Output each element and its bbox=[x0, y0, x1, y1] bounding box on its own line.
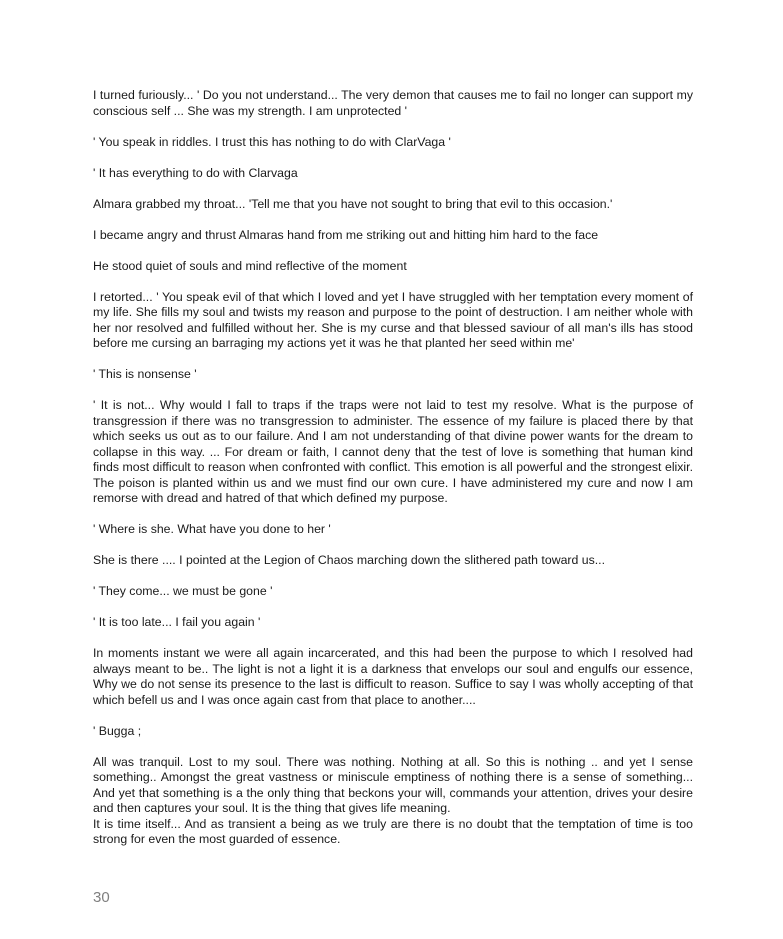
paragraph: He stood quiet of souls and mind reflective of the moment bbox=[93, 258, 407, 273]
paragraph: ' It is not... Why would I fall to traps if the traps were not laid to test my resolve. What is the purpose of transgression if there was no transgression to administer. The essence of my failure is placed there by that which seeks us out as to our failure. And I am not understanding of that divine power wants for the dream to collapse in this way. ... For dream or faith, I cannot deny that the test of love is something that human kind finds most difficult to reason when confronted with conflict. This emotion is all powerful and the strongest elixir. The poison is planted within us and we must find our own cure. I have administered my cure and now I am remorse with dread and hatred of that which defined my purpose. bbox=[93, 398, 693, 505]
paragraph: In moments instant we were all again incarcerated, and this had been the purpose to which I resolved had always meant to be.. The light is not a light it is a darkness that envelops our soul and engulfs our essence, Why we do not sense its presence to the last is difficult to reason. Suffice to say I was wholly accepting of that which befell us and I was once again cast from that place to another.... bbox=[93, 646, 693, 707]
paragraph: ' Bugga ; bbox=[93, 723, 142, 738]
paragraph: I retorted... ' You speak evil of that which I loved and yet I have struggled with her temptation every moment of my life. She fills my soul and twists my reason and purpose to the point of destruction. I am neither whole with her nor resolved and fulfilled without her. She is my curse and that blessed saviour of all man's ills has stood before me cursing an barraging my actions yet it was he that planted her seed within me' bbox=[93, 289, 693, 350]
paragraph: ' This is nonsense ' bbox=[93, 367, 197, 381]
paragraph: I turned furiously... ' Do you not understand... The very demon that causes me to fail no longer can support my conscious self ... She was my strength. I am unprotected ' bbox=[93, 88, 693, 118]
paragraph: ' It has everything to do with Clarvaga bbox=[93, 165, 298, 180]
paragraph: ' They come... we must be gone ' bbox=[93, 584, 273, 598]
paragraph: ' It is too late... I fail you again ' bbox=[93, 615, 261, 629]
paragraph: All was tranquil. Lost to my soul. There was nothing. Nothing at all. So this is nothing .. and yet I sense something.. Amongst the great vastness or miniscule emptiness of nothing there is a sense of something... And yet that something is a the only thing that beckons your will, commands your attention, drives your desire and then captures your soul. It is the thing that gives life meaning. It is time itself... And as transient a being as we truly are there is no doubt that the temptation of time is too strong for even the most guarded of essence. bbox=[93, 754, 693, 846]
paragraph: Almara grabbed my throat... 'Tell me that you have not sought to bring that evil to this occasion.' bbox=[93, 196, 613, 211]
paragraph: I became angry and thrust Almaras hand from me striking out and hitting him hard to the face bbox=[93, 227, 599, 242]
paragraph: ' You speak in riddles. I trust this has nothing to do with ClarVaga ' bbox=[93, 134, 451, 149]
paragraph: She is there .... I pointed at the Legion of Chaos marching down the slithered path toward us... bbox=[93, 553, 605, 567]
document-body bbox=[93, 88, 693, 863]
page-number: 30 bbox=[93, 889, 110, 906]
paragraph: ' Where is she. What have you done to her ' bbox=[93, 522, 331, 536]
